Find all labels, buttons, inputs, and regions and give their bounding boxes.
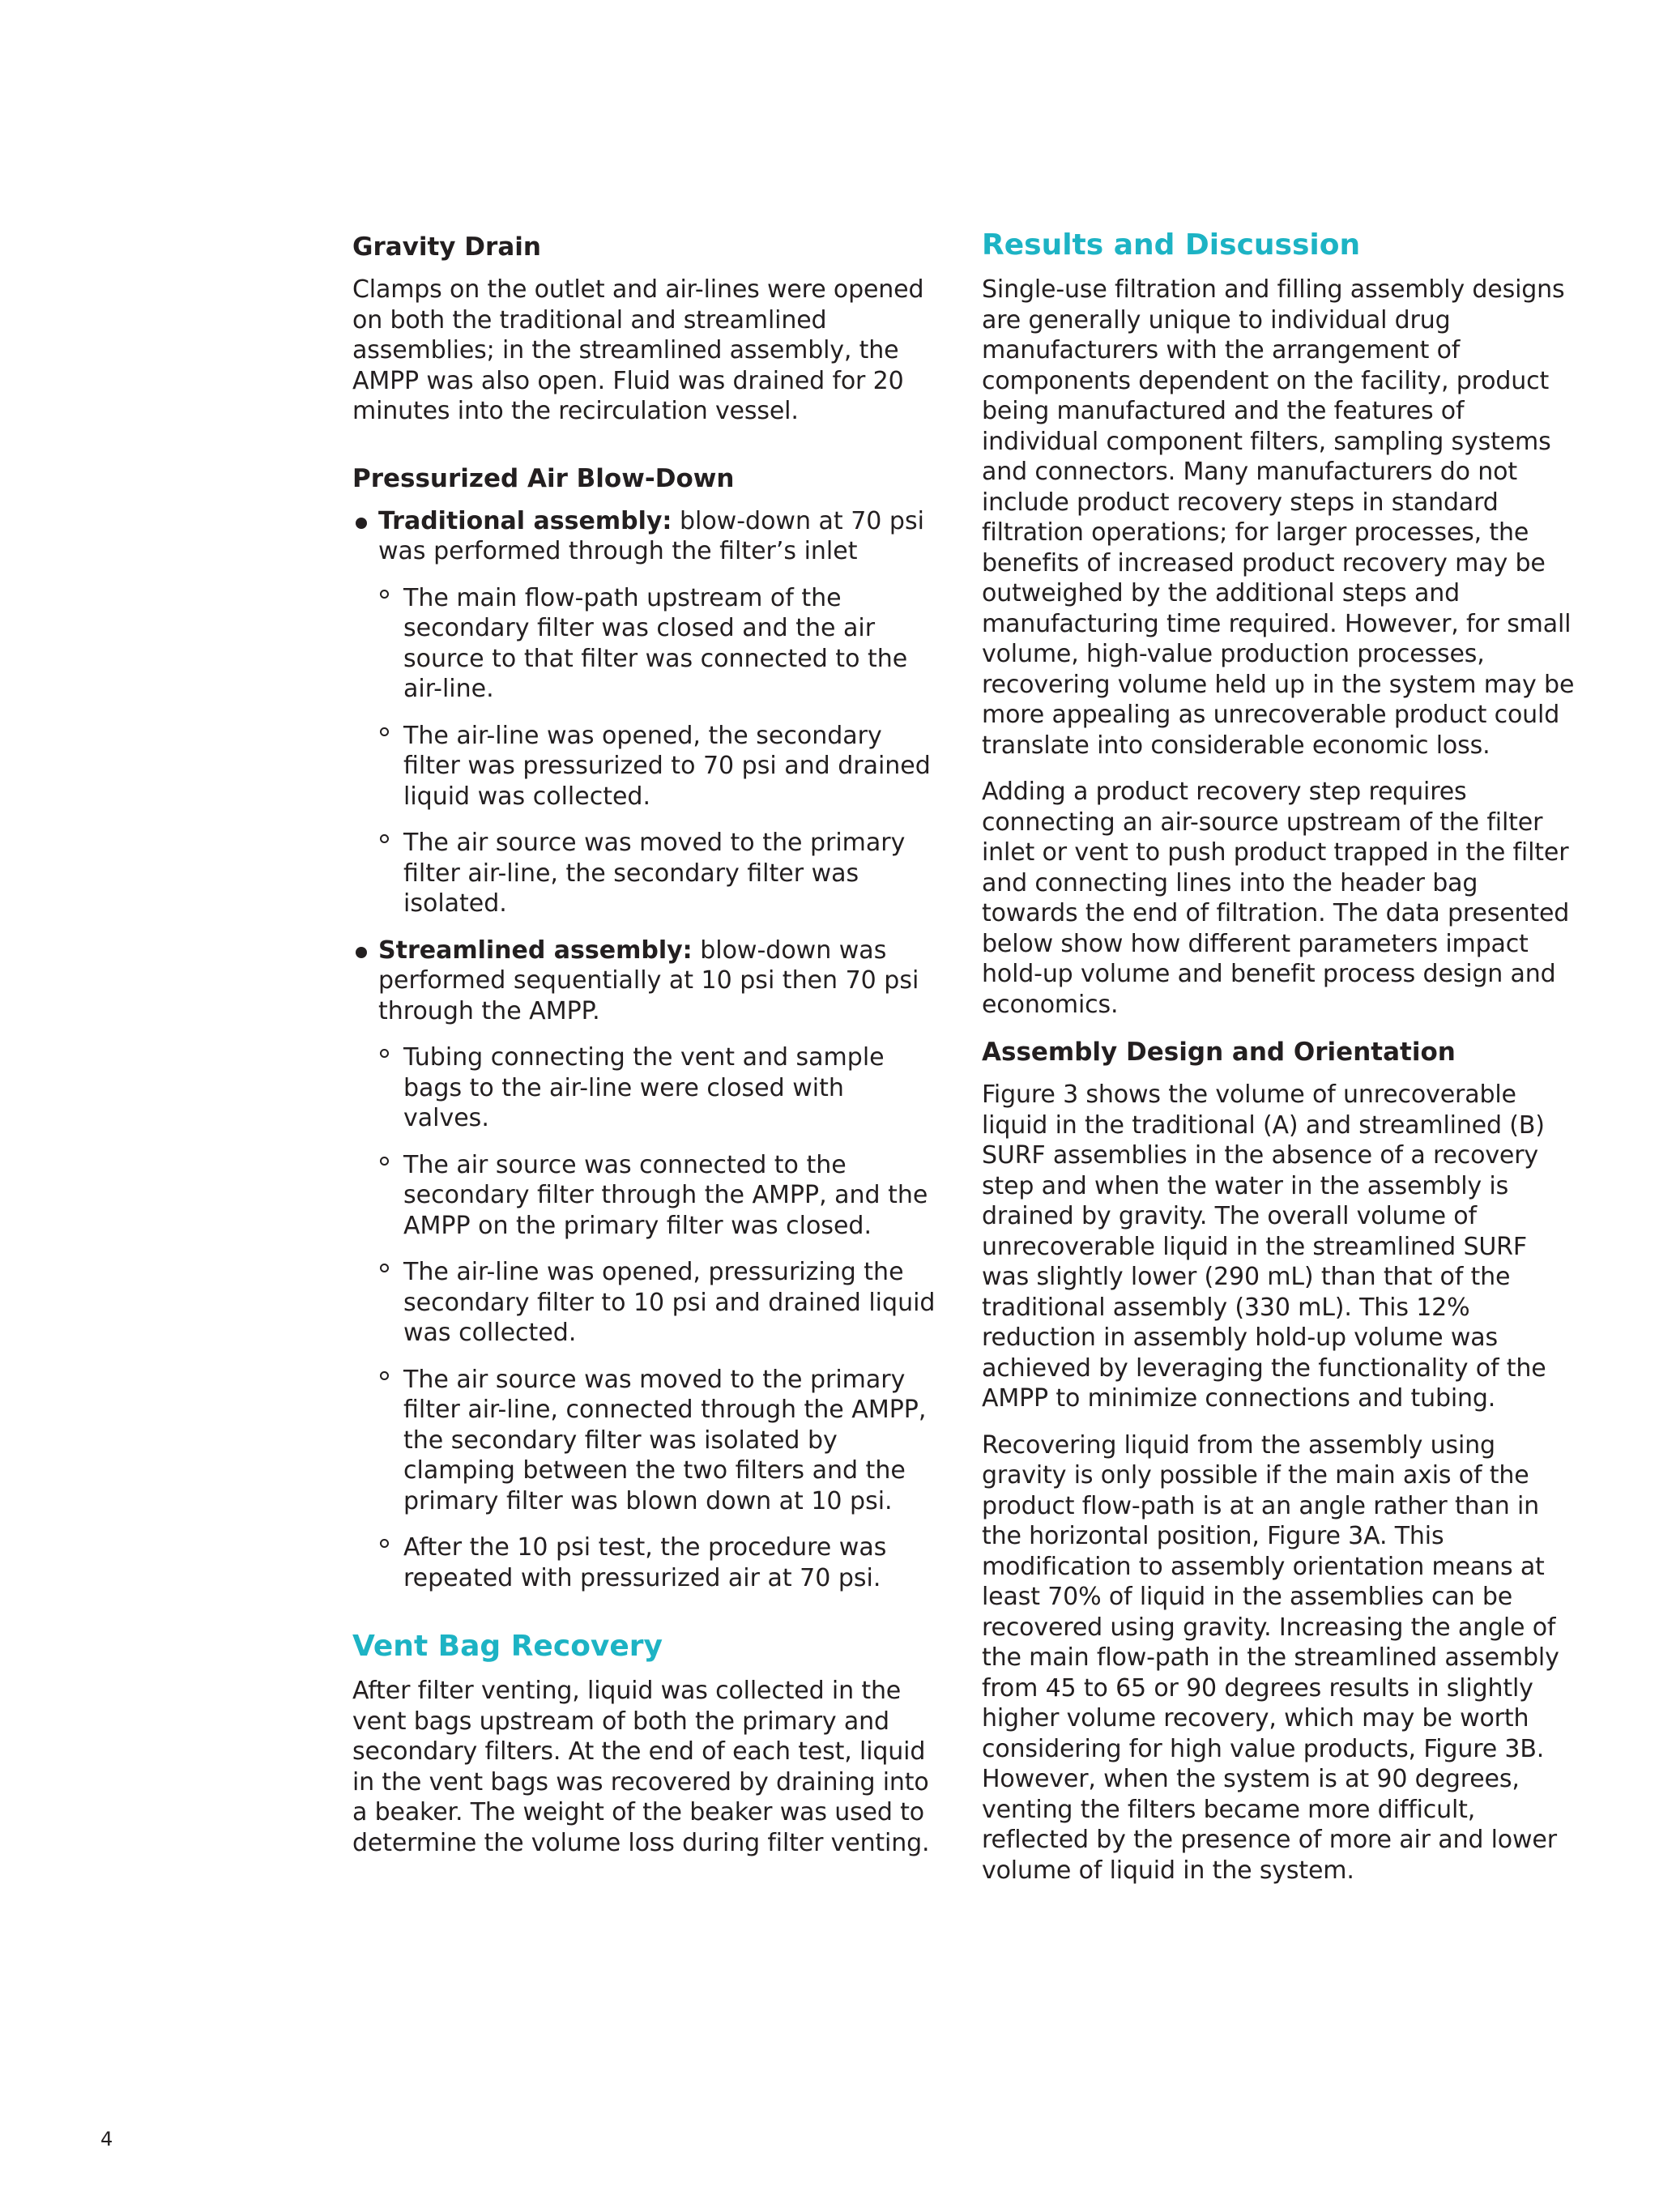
- sub-bullet-ring: [380, 1157, 389, 1166]
- sub-bullet: [352, 1042, 936, 1134]
- traditional-step: The air source was moved to the primary filter air-line, the secondary filter was isolated.: [403, 829, 906, 918]
- assembly-paragraph: Recovering liquid from the assembly using gravity is only possible if the main axis of the product flow-path is at an angle rather than in the horizontal position, Figure 3A. This modification to assembly orientation means at least 70% of liquid in the assemblies can be recovered using gravity. Increasing the angle of the main flow-path in the streamlined assembly from 45 to 65 or 90 degrees results in slightly higher volume recovery, which may be worth considering for high value products, Figure 3B. However, when the system is at 90 degrees, venting the filters became more difficult, reflected by the presence of more air and lower volume of liquid in the system.: [982, 1430, 1559, 1885]
- sub-bullet: [352, 721, 936, 812]
- left-column: [352, 231, 936, 1874]
- sub-bullet: [352, 1365, 936, 1517]
- assembly-heading: Assembly Design and Orientation: [982, 1038, 1456, 1067]
- traditional-lead: Traditional assembly:: [378, 506, 672, 535]
- streamlined-text: blow-down was performed sequentially at 10 psi then 70 psi through the AMPP.: [378, 936, 919, 1025]
- sub-bullet: [352, 1532, 936, 1593]
- streamlined-step: The air-line was opened, pressurizing the secondary filter to 10 psi and drained liquid was collected.: [403, 1258, 936, 1347]
- blow-down-heading: Pressurized Air Blow-Down: [352, 463, 735, 493]
- streamlined-bullet: [352, 936, 936, 1027]
- streamlined-step: The air source was connected to the secondary filter through the AMPP, and the AMPP on the primary filter was closed.: [403, 1150, 928, 1240]
- sub-bullet-ring: [380, 1049, 389, 1058]
- gravity-drain-paragraph: Clamps on the outlet and air-lines were opened on both the traditional and streamlined assemblies; in the streamlined assembly, the AMPP was also open. Fluid was drained for 20 minutes into the recirculation vessel.: [352, 275, 924, 425]
- streamlined-lead: Streamlined assembly:: [378, 936, 693, 965]
- assembly-paragraph: Figure 3 shows the volume of unrecoverable liquid in the traditional (A) and streamlined (B) SURF assemblies in the absence of a recovery step and when the water in the assembly is drained by gravity. The overall volume of unrecoverable liquid in the streamlined SURF was slightly lower (290 mL) than that of the traditional assembly (330 mL). This 12% reduction in assembly hold-up volume was achieved by leveraging the functionality of the AMPP to minimize connections and tubing.: [982, 1080, 1546, 1413]
- streamlined-step: Tubing connecting the vent and sample bags to the air-line were closed with valves.: [403, 1043, 885, 1132]
- vent-bag-heading: Vent Bag Recovery: [352, 1630, 663, 1663]
- traditional-text: blow-down at 70 psi was performed through the filter’s inlet: [378, 506, 924, 565]
- sub-bullet-ring: [380, 727, 389, 736]
- page-number: 4: [100, 2128, 113, 2150]
- sub-bullet-ring: [380, 590, 389, 599]
- results-heading: Results and Discussion: [982, 228, 1361, 262]
- sub-bullet-ring: [380, 1539, 389, 1548]
- streamlined-step: The air source was moved to the primary filter air-line, connected through the AMPP, the secondary filter was isolated by clamping between the two filters and the primary filter was blown down at 10 psi.: [403, 1365, 927, 1515]
- right-column: [982, 228, 1575, 1902]
- sub-bullet: [352, 1257, 936, 1349]
- sub-bullet-ring: [380, 1371, 389, 1380]
- vent-bag-paragraph: After filter venting, liquid was collected in the vent bags upstream of both the primary and secondary filters. At the end of each test, liquid in the vent bags was recovered by draining into a beaker. The weight of the beaker was used to determine the volume loss during filter venting.: [352, 1677, 930, 1857]
- results-paragraph: Adding a product recovery step requires connecting an air-source upstream of the filter inlet or vent to push product trapped in the filter and connecting lines into the header bag towards the end of filtration. The data presented below show how different parameters impact hold-up volume and benefit process design and economics.: [982, 778, 1570, 1019]
- sub-bullet: [352, 828, 936, 919]
- sub-bullet: [352, 583, 936, 705]
- results-paragraph: Single-use filtration and filling assembly designs are generally unique to individual drug manufacturers with the arrangement of components dependent on the facility, product being manufactured and the features of individual component filters, sampling systems and connectors. Many manufacturers do not include product recovery steps in standard filtration operations; for larger processes, the benefits of increased product recovery may be outweighed by the additional steps and manufacturing time required. However, for small volume, high-value production processes, recovering volume held up in the system may be more appealing as unrecoverable product could translate into considerable economic loss.: [982, 275, 1575, 760]
- sub-bullet-ring: [380, 1264, 389, 1272]
- sub-bullet: [352, 1150, 936, 1242]
- traditional-step: The air-line was opened, the secondary filter was pressurized to 70 psi and drained liquid was collected.: [403, 721, 931, 811]
- gravity-drain-heading: Gravity Drain: [352, 232, 541, 262]
- bullet-dot: [356, 947, 367, 958]
- bullet-dot: [356, 518, 367, 529]
- traditional-bullet: [352, 506, 936, 567]
- streamlined-step: After the 10 psi test, the procedure was repeated with pressurized air at 70 psi.: [403, 1533, 887, 1592]
- traditional-step: The main flow-path upstream of the secondary filter was closed and the air source to that filter was connected to the air-line.: [403, 583, 908, 703]
- sub-bullet-ring: [380, 834, 389, 843]
